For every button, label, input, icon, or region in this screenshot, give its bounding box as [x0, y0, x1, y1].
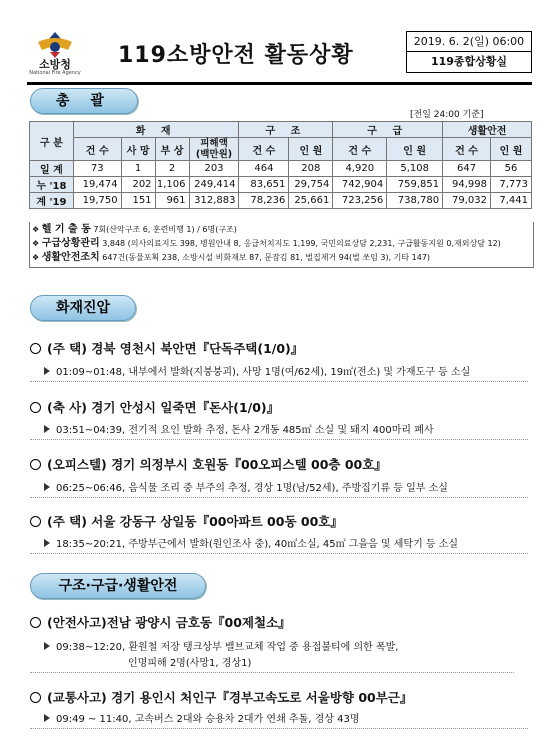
table-cell: 961 — [155, 193, 189, 209]
fire-item: (축 사) 경기 안성시 일죽면『돈사(1/0)』 — [30, 398, 279, 416]
summary-basis: [전일 24:00 기준] — [410, 110, 484, 120]
rescue-item-detail: 09:49 ~ 11:40, 고속버스 2대와 승용차 2대가 연쇄 추돌, 경상 43명 — [30, 712, 528, 729]
table-cell: 464 — [239, 161, 289, 177]
logo-subtext: National Fire Agency — [29, 70, 81, 76]
table-cell: 94,998 — [443, 177, 491, 193]
note-safety: ❖ 생활안전조치 647건(동물포획 238, 소방시설 비화재보 87, 문잠김 81, 벌집제거 94(벌 쏘임 3), 기타 147) — [32, 252, 431, 263]
logo-text: 소방청 — [39, 58, 71, 71]
triangle-bullet-icon — [44, 714, 50, 722]
table-cell: 759,851 — [387, 177, 443, 193]
row-label: 누 '18 — [30, 177, 74, 193]
subhead-cell: 인 원 — [289, 138, 333, 161]
summary-notes — [29, 222, 534, 268]
page-title: 119소방안전 활동상황 — [118, 43, 354, 68]
section-summary: 총 괄 — [30, 88, 138, 114]
report-date: 2019. 6. 2(일) 06:00 — [407, 32, 531, 52]
table-row — [30, 193, 532, 209]
row-label: 일 계 — [30, 161, 74, 177]
table-cell: 312,883 — [189, 193, 239, 209]
row-label: 계 '19 — [30, 193, 74, 209]
table-cell: 203 — [189, 161, 239, 177]
group-rescue: 구 조 — [239, 122, 333, 138]
subhead-cell: 건 수 — [443, 138, 491, 161]
table-row — [30, 177, 532, 193]
rescue-item: (교통사고) 경기 용인시 처인구『경부고속도로 서울방향 00부근』 — [30, 688, 412, 706]
table-cell: 7,773 — [491, 177, 532, 193]
table-cell: 79,032 — [443, 193, 491, 209]
rescue-item: (안전사고)전남 광양시 금호동『00제철소』 — [30, 613, 291, 631]
table-cell: 202 — [121, 177, 155, 193]
fire-item: (주 택) 경북 영천시 북안면『단독주택(1/0)』 — [30, 339, 303, 357]
table-cell: 723,256 — [333, 193, 387, 209]
note-helicopter: ❖ 헬 기 출 동 7회(산악구조 6, 훈련비행 1) / 6명(구조) — [32, 224, 237, 235]
subhead-cell: 인 원 — [491, 138, 532, 161]
subhead-cell: 인 원 — [387, 138, 443, 161]
triangle-bullet-icon — [44, 367, 50, 375]
table-cell: 78,236 — [239, 193, 289, 209]
col-category: 구 분 — [30, 122, 74, 161]
rescue-item-detail: 09:38~12:20, 환원철 저장 탱크상부 밸브교체 작업 중 용접불티에 의한 폭발, — [30, 640, 528, 656]
table-cell: 4,920 — [333, 161, 387, 177]
table-cell: 5,108 — [387, 161, 443, 177]
subhead-cell: 건 수 — [333, 138, 387, 161]
table-cell: 73 — [73, 161, 121, 177]
table-row — [30, 161, 532, 177]
table-cell: 151 — [121, 193, 155, 209]
subhead-cell: 건 수 — [73, 138, 121, 161]
triangle-bullet-icon — [44, 425, 50, 433]
header-divider — [27, 82, 532, 85]
summary-table — [29, 121, 532, 209]
table-cell: 19,474 — [73, 177, 121, 193]
group-fire: 화 재 — [73, 122, 239, 138]
table-cell: 7,441 — [491, 193, 532, 209]
triangle-bullet-icon — [44, 483, 50, 491]
fire-item-detail: 18:35~20:21, 주방부근에서 발화(원인조사 중), 40㎡소실, 45㎡ 그을음 및 세탁기 등 소실 — [30, 537, 528, 554]
rescue-item-detail-cont: 인명피해 2명(사망1, 경상1) — [30, 656, 514, 673]
date-box — [406, 31, 532, 73]
triangle-bullet-icon — [44, 539, 50, 547]
fire-item-detail: 06:25~06:46, 음식물 조리 중 부주의 추정, 경상 1명(남/52세), 주방집기류 등 일부 소실 — [30, 481, 528, 498]
circle-bullet-icon — [30, 617, 41, 628]
subhead-cell: 사 망 — [121, 138, 155, 161]
group-ems: 구 급 — [333, 122, 443, 138]
fire-item: (주 택) 서울 강동구 상일동『00아파트 00동 00호』 — [30, 512, 343, 530]
subhead-cell: 부 상 — [155, 138, 189, 161]
circle-bullet-icon — [30, 343, 41, 354]
table-cell: 742,904 — [333, 177, 387, 193]
circle-bullet-icon — [30, 459, 41, 470]
table-cell: 25,661 — [289, 193, 333, 209]
fire-item-detail: 03:51~04:39, 전기적 요인 발화 추정, 돈사 2개동 485㎡ 소실 및 돼지 400마리 폐사 — [30, 423, 528, 440]
circle-bullet-icon — [30, 402, 41, 413]
subhead-cell: 건 수 — [239, 138, 289, 161]
table-cell: 1,106 — [155, 177, 189, 193]
note-ems: ❖ 구급상황관리 3,848 (의사의료지도 398, 병원안내 8, 응급처치지도 1,199, 국민의료상담 2,231, 구급활동지원 0,재외상담 12) — [32, 238, 501, 249]
triangle-bullet-icon — [44, 642, 50, 650]
table-cell: 208 — [289, 161, 333, 177]
circle-bullet-icon — [30, 516, 41, 527]
table-cell: 1 — [121, 161, 155, 177]
table-cell: 2 — [155, 161, 189, 177]
fire-item: (오피스텔) 경기 의정부시 호원동『00오피스텔 00층 00호』 — [30, 455, 387, 473]
table-cell: 19,750 — [73, 193, 121, 209]
table-cell: 738,780 — [387, 193, 443, 209]
table-cell: 29,754 — [289, 177, 333, 193]
table-cell: 56 — [491, 161, 532, 177]
table-cell: 249,414 — [189, 177, 239, 193]
section-rescue: 구조·구급·생활안전 — [30, 573, 206, 599]
report-office: 119종합상황실 — [430, 55, 508, 68]
table-cell: 647 — [443, 161, 491, 177]
fire-item-detail: 01:09~01:48, 내부에서 발화(지붕붕괴), 사망 1명(여/62세), 19㎡(전소) 및 가재도구 등 소실 — [30, 365, 528, 382]
section-fire: 화재진압 — [30, 295, 136, 321]
circle-bullet-icon — [30, 692, 41, 703]
table-cell: 83,651 — [239, 177, 289, 193]
group-safety: 생활안전 — [443, 122, 532, 138]
subhead-cell: 피해액 (백만원) — [189, 138, 239, 161]
